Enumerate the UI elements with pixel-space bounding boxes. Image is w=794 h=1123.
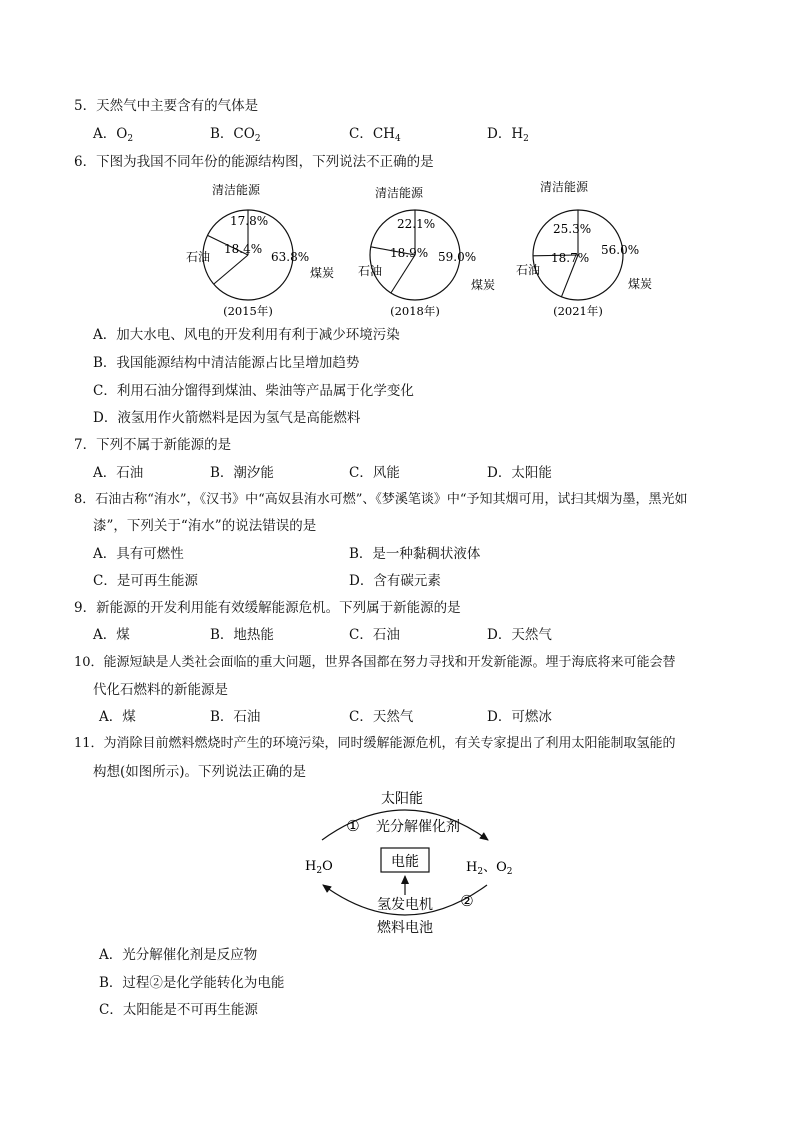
q7-option-a: A．石油 bbox=[93, 465, 144, 481]
q10-stem-line1: 10．能源短缺是人类社会面临的重大问题，世界各国都在努力寻找和开发新能源。埋于海底将来可能会替 bbox=[74, 655, 676, 670]
step1-marker: ① bbox=[346, 817, 360, 835]
pie-year-title: (2018年) bbox=[390, 304, 440, 318]
q11-stem-line2: 构想(如图所示)。下列说法正确的是 bbox=[93, 764, 307, 780]
q7-option-d: D．太阳能 bbox=[487, 465, 552, 481]
q10-option-c: C．天然气 bbox=[349, 709, 414, 725]
pie-label-coal: 煤炭 bbox=[310, 266, 335, 280]
q11-option-b: B．过程②是化学能转化为电能 bbox=[99, 975, 285, 991]
q7-option-c: C．风能 bbox=[349, 465, 400, 481]
pie-year-title: (2021年) bbox=[553, 304, 603, 318]
pie-label-coal: 煤炭 bbox=[471, 278, 496, 292]
step2-marker: ② bbox=[460, 892, 474, 910]
q11-option-a: A．光分解催化剂是反应物 bbox=[99, 947, 258, 963]
pie-value-label: 25.3% bbox=[553, 222, 592, 236]
pie-value-label: 56.0% bbox=[601, 243, 640, 257]
q6-option-c: C．利用石油分馏得到煤油、柴油等产品属于化学变化 bbox=[93, 383, 414, 399]
q7-option-b: B．潮汐能 bbox=[210, 465, 274, 481]
energy-structure-pie-charts bbox=[0, 175, 794, 325]
q10-option-b: B．石油 bbox=[210, 709, 261, 725]
q10-stem-line2: 代化石燃料的新能源是 bbox=[93, 682, 228, 698]
q9-option-c: C．石油 bbox=[349, 627, 400, 643]
pie-value-label: 63.8% bbox=[271, 250, 310, 264]
solar-label: 太阳能 bbox=[381, 791, 423, 807]
q5-option-c: C．$CH_4$ bbox=[349, 126, 401, 144]
q6-option-a: A．加大水电、风电的开发利用有利于减少环境污染 bbox=[93, 327, 400, 343]
q8-option-b: B．是一种黏稠状液体 bbox=[349, 546, 481, 562]
pie-label-clean-energy: 清洁能源 bbox=[540, 180, 589, 194]
q9-stem: 9．新能源的开发利用能有效缓解能源危机。下列属于新能源的是 bbox=[74, 600, 461, 616]
pie-value-label: 18.4% bbox=[224, 242, 263, 256]
q6-stem: 6．下图为我国不同年份的能源结构图，下列说法不正确的是 bbox=[74, 154, 434, 170]
q11-option-c: C．太阳能是不可再生能源 bbox=[99, 1002, 258, 1018]
pie-label-oil: 石油 bbox=[358, 264, 383, 278]
pie-value-label: 59.0% bbox=[438, 250, 477, 264]
water-formula: $H_2O$ bbox=[305, 859, 333, 876]
pie-label-oil: 石油 bbox=[516, 263, 541, 277]
q8-option-a: A．具有可燃性 bbox=[93, 546, 184, 562]
pie-year-title: (2015年) bbox=[223, 304, 273, 318]
q9-option-b: B．地热能 bbox=[210, 627, 274, 643]
q8-option-d: D．含有碳元素 bbox=[349, 573, 441, 589]
catalyst-label: 光分解催化剂 bbox=[376, 819, 460, 835]
pie-value-label: 18.7% bbox=[551, 251, 590, 265]
pie-label-coal: 煤炭 bbox=[628, 277, 653, 291]
pie-label-oil: 石油 bbox=[186, 250, 211, 264]
q8-stem-line1: 8．石油古称“洧水”，《汉书》中“高奴县洧水可燃”、《梦溪笔谈》中“予知其烟可用，试扫其烟为墨，黑光如 bbox=[74, 492, 688, 507]
q10-option-d: D．可燃冰 bbox=[487, 709, 552, 725]
pie-value-label: 22.1% bbox=[397, 217, 436, 231]
q5-option-d: D．$H_2$ bbox=[487, 126, 529, 144]
hydrogen-energy-cycle-diagram bbox=[0, 785, 794, 945]
electric-energy-label: 电能 bbox=[391, 854, 419, 870]
products-formula: $H_2$、$O_2$ bbox=[466, 860, 513, 877]
q8-option-c: C．是可再生能源 bbox=[93, 573, 198, 589]
q7-stem: 7．下列不属于新能源的是 bbox=[74, 437, 232, 453]
pie-value-label: 17.8% bbox=[230, 214, 269, 228]
q5-option-a: A．$O_2$ bbox=[93, 126, 134, 144]
q6-option-d: D．液氢用作火箭燃料是因为氢气是高能燃料 bbox=[93, 410, 361, 426]
q9-option-d: D．天然气 bbox=[487, 627, 552, 643]
pie-value-label: 18.9% bbox=[390, 246, 429, 260]
pie-label-clean-energy: 清洁能源 bbox=[375, 186, 424, 200]
pie-label-clean-energy: 清洁能源 bbox=[212, 183, 261, 197]
q6-option-b: B．我国能源结构中清洁能源占比呈增加趋势 bbox=[93, 355, 360, 371]
q5-stem: 5．天然气中主要含有的气体是 bbox=[74, 98, 259, 114]
fuel-cell-label: 燃料电池 bbox=[377, 920, 433, 936]
q11-stem-line1: 11．为消除目前燃料燃烧时产生的环境污染，同时缓解能源危机，有关专家提出了利用太阳能制取氢能的 bbox=[74, 736, 676, 751]
q8-stem-line2: 漆”，下列关于“洧水”的说法错误的是 bbox=[93, 518, 317, 534]
generator-label: 氢发电机 bbox=[377, 897, 433, 913]
q5-option-b: B．$CO_2$ bbox=[210, 126, 261, 144]
q9-option-a: A．煤 bbox=[93, 627, 130, 643]
q10-option-a: A．煤 bbox=[99, 709, 136, 725]
